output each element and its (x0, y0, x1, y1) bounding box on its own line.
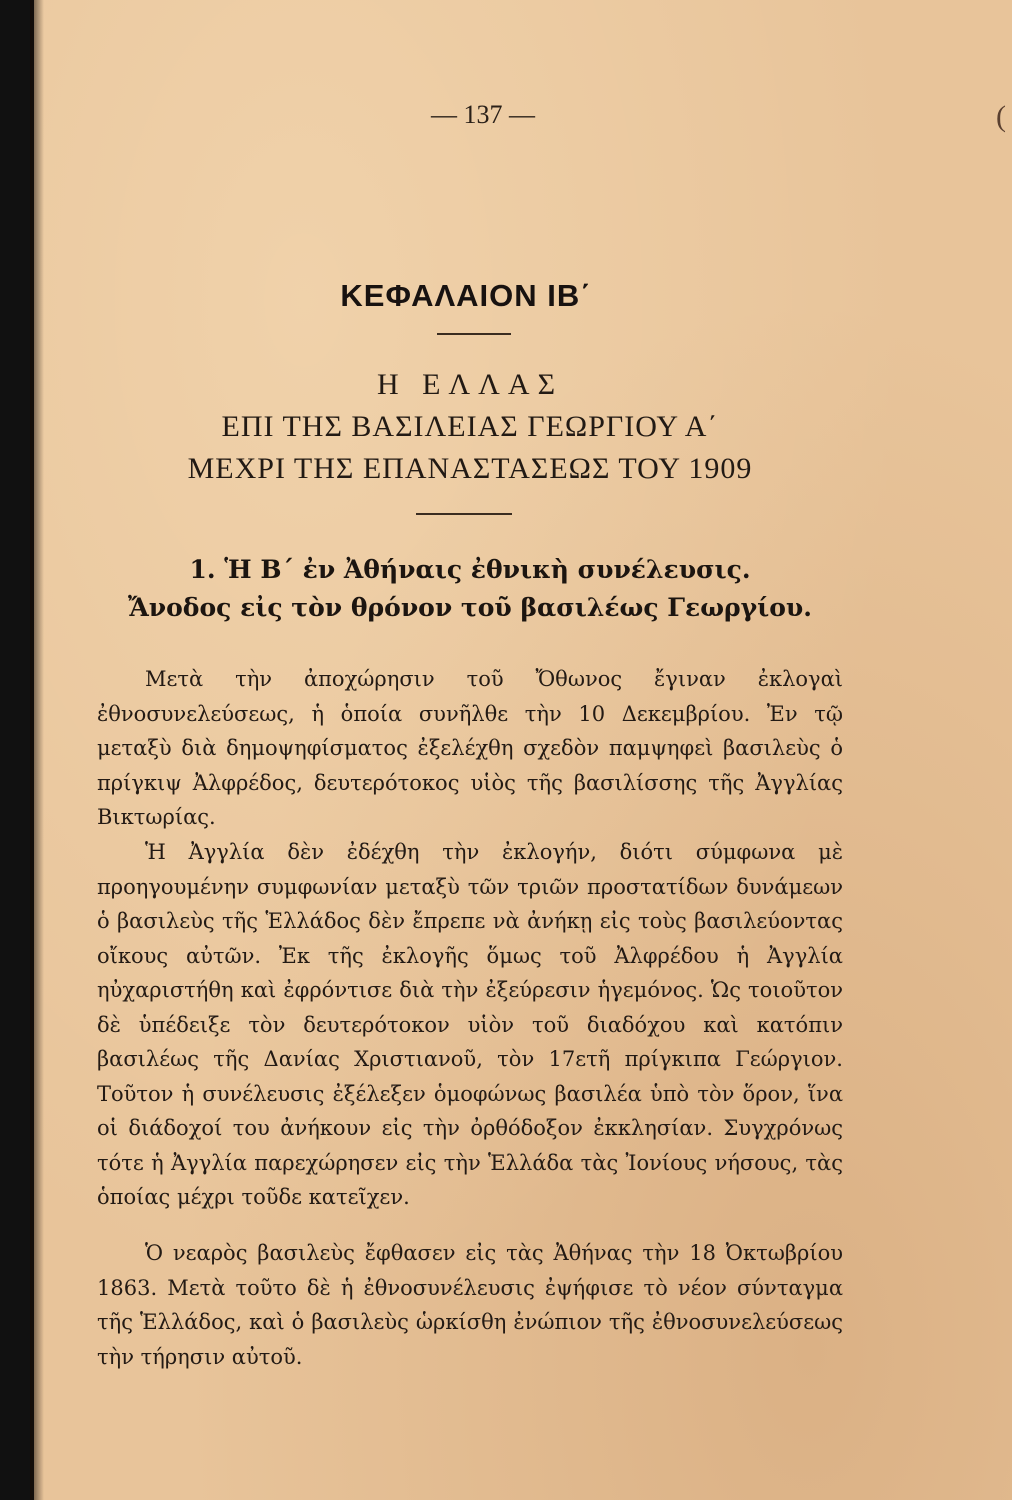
binding-edge (30, 0, 44, 1500)
paragraph: Ὁ νεαρὸς βασιλεὺς ἔφθασεν εἰς τὰς Ἀθήνας τὴν 18 Ὀκτωβρίου 1863. Μετὰ τοῦτο δὲ ἡ ἐθνοσυνέλευσις ἐψήφισε τὸ νέον σύνταγμα τῆς Ἑλλάδος, καὶ ὁ βασιλεὺς ὡρκίσθη ἐνώπιον τῆς ἐθνοσυνελεύσεως τὴν τήρησιν αὐτοῦ. (97, 1241, 843, 1369)
divider-rule (437, 333, 511, 335)
title-line-1: Η ΕΛΛΑΣ (376, 368, 564, 401)
margin-mark: ( (996, 100, 1006, 133)
title-line-2: ΕΠΙ ΤΗΣ ΒΑΣΙΛΕΙΑΣ ΓΕΩΡΓΙΟΥ Α΄ (221, 410, 719, 443)
section-heading-line-2: Ἄνοδος εἰς τὸν θρόνον τοῦ βασιλέως Γεωργίου. (128, 593, 812, 622)
page-number: — 137 — (431, 100, 535, 129)
divider-rule (416, 513, 512, 515)
binding-shadow (0, 0, 34, 1500)
paragraph: Ἡ Ἀγγλία δὲν ἐδέχθη τὴν ἐκλογήν, διότι σύμφωνα μὲ προηγουμένην συμφωνίαν μεταξὺ τῶν τριῶν προστατίδων δυνάμεων ὁ βασιλεὺς τῆς Ἑλλάδος δὲν ἔπρεπε νὰ ἀνήκῃ εἰς τοὺς βασιλεύοντας οἴκους αὐτῶν. Ἐκ τῆς ἐκλογῆς ὅμως τοῦ Ἀλφρέδου ἡ Ἀγγλία ηὐχαριστήθη καὶ ἐφρόντισε διὰ τὴν ἐξεύρεσιν ἡγεμόνος. Ὡς τοιοῦτον δὲ ὑπέδειξε τὸν δευτερότοκον υἱὸν τοῦ διαδόχου καὶ κατόπιν βασιλέως τῆς Δανίας Χριστιανοῦ, τὸν 17ετῆ πρίγκιπα Γεώργιον. Τοῦτον ἡ συνέλευσις ἐξέλεξεν ὁμοφώνως βασιλέα ὑπὸ τὸν ὅρον, ἵνα οἱ διάδοχοί του ἀνήκουν εἰς τὴν ὀρθόδοξον ἐκκλησίαν. Συγχρόνως τότε ἡ Ἀγγλία παρεχώρησεν εἰς τὴν Ἑλλάδα τὰς Ἰονίους νήσους, τὰς ὁποίας μέχρι τοῦδε κατεῖχεν. (97, 840, 843, 1209)
paragraph: Μετὰ τὴν ἀποχώρησιν τοῦ Ὄθωνος ἔγιναν ἐκλογαὶ ἐθνοσυνελεύσεως, ἡ ὁποία συνῆλθε τὴν 10 Δεκεμβρίου. Ἐν τῷ μεταξὺ διὰ δημοψηφίσματος ἐξελέχθη σχεδὸν παμψηφεὶ βασιλεὺς ὁ πρίγκιψ Ἀλφρέδος, δευτερότοκος υἱὸς τῆς βασιλίσσης τῆς Ἀγγλίας Βικτωρίας. (97, 667, 843, 829)
section-heading-line-1: 1. Ἡ Β΄ ἐν Ἀθήναις ἐθνικὴ συνέλευσις. (189, 555, 751, 584)
title-line-3: ΜΕΧΡΙ ΤΗΣ ΕΠΑΝΑΣΤΑΣΕΩΣ ΤΟΥ 1909 (187, 452, 753, 485)
chapter-heading: ΚΕΦΑΛΑΙΟΝ ΙΒ΄ (340, 278, 592, 313)
